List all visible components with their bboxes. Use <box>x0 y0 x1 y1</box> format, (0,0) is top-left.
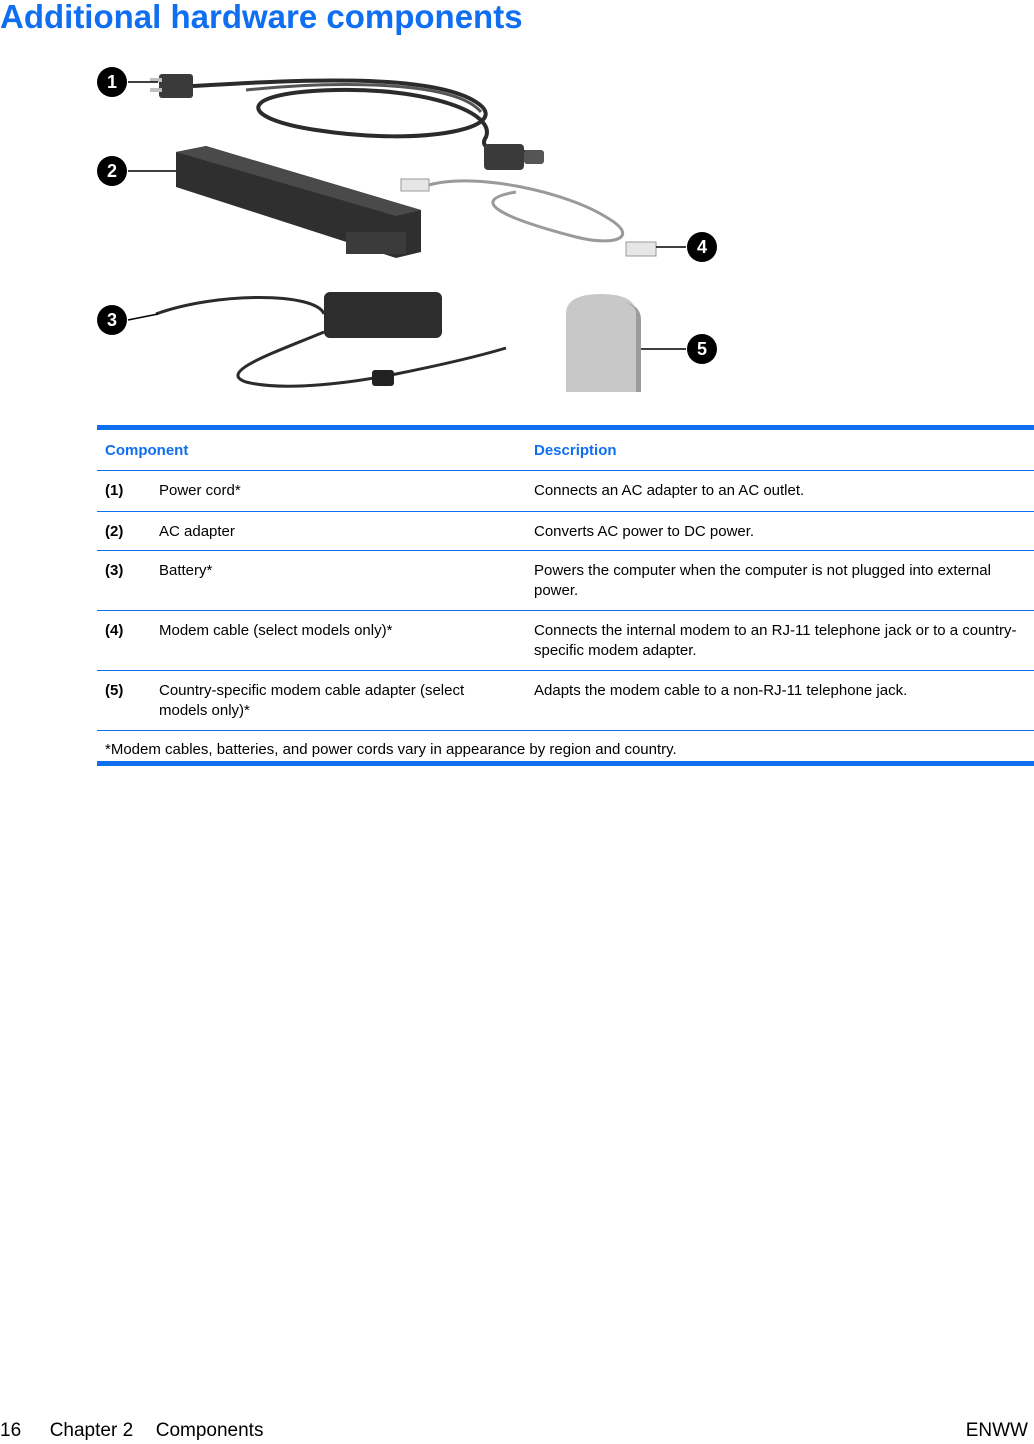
callout-2 <box>97 156 127 186</box>
components-table <box>97 425 1034 766</box>
table-bottom-rule <box>97 761 1034 766</box>
svg-text:2: 2 <box>106 161 118 181</box>
header-description: Description <box>534 441 617 459</box>
row-description: Connects an AC adapter to an AC outlet. <box>534 482 805 499</box>
table-footnote: *Modem cables, batteries, and power cords vary in appearance by region and country. <box>105 741 677 758</box>
row-component: Power cord* <box>159 482 241 499</box>
modem-adapter-illustration <box>566 294 641 392</box>
svg-text:3: 3 <box>106 310 118 330</box>
row-component: Battery* <box>159 562 213 579</box>
header-component: Component <box>105 441 189 459</box>
footer-left <box>0 1420 263 1442</box>
row-description: Powers the computer when the computer is not plugged into external power. <box>534 562 991 599</box>
modem-cable-illustration <box>401 179 656 256</box>
row-component: Country-specific modem cable adapter (select models only)* <box>159 682 465 719</box>
callout-4 <box>687 232 717 262</box>
hardware-illustration <box>96 52 736 402</box>
row-description: Connects the internal modem to an RJ-11 telephone jack or to a country-specific modem adapter. <box>534 622 1017 659</box>
row-number: (3) <box>105 562 124 579</box>
chapter-label: Chapter 2 <box>49 1420 134 1441</box>
section-label: Components <box>155 1420 264 1441</box>
doc-id: ENWW <box>965 1420 1028 1441</box>
svg-text:4: 4 <box>696 237 708 257</box>
row-number: (2) <box>105 523 124 540</box>
table-row <box>97 551 1034 610</box>
callout-3 <box>97 305 127 335</box>
row-description: Converts AC power to DC power. <box>534 523 755 540</box>
row-component: AC adapter <box>159 523 235 540</box>
ac-adapter-illustration <box>156 292 506 386</box>
page-title: Additional hardware components <box>0 0 523 35</box>
table-row <box>97 611 1034 670</box>
callout-5 <box>687 334 717 364</box>
page-number: 16 <box>0 1420 22 1441</box>
table-row <box>97 671 1034 730</box>
table-row <box>97 512 1034 550</box>
row-component: Modem cable (select models only)* <box>159 622 393 639</box>
row-number: (1) <box>105 482 124 499</box>
battery-illustration <box>176 146 421 258</box>
page-footer <box>0 1420 1034 1444</box>
table-row <box>97 471 1034 511</box>
table-header <box>97 430 1034 470</box>
row-number: (5) <box>105 682 124 699</box>
svg-text:1: 1 <box>106 72 118 92</box>
row-number: (4) <box>105 622 124 639</box>
svg-text:5: 5 <box>696 339 708 359</box>
row-description: Adapts the modem cable to a non-RJ-11 telephone jack. <box>534 682 908 699</box>
callout-1 <box>97 67 127 97</box>
